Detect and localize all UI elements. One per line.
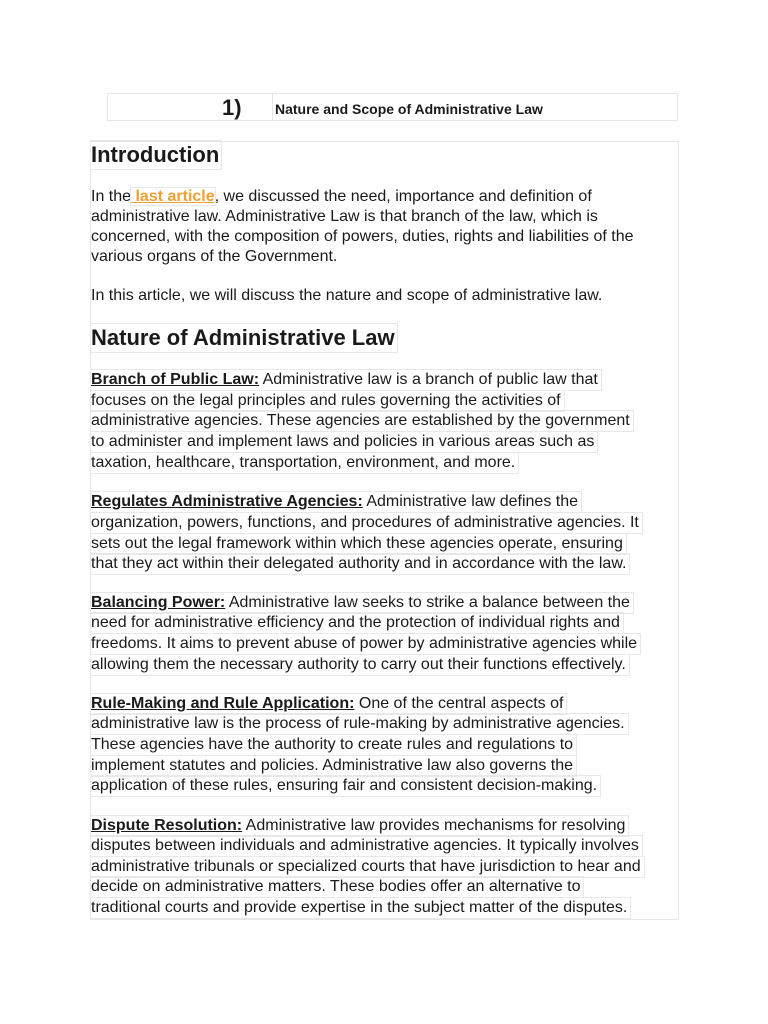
section-dispute-line-1 xyxy=(91,816,628,836)
section-rulemaking-line-4: implement statutes and policies. Administrative law also governs the xyxy=(91,756,576,776)
section-dispute-line-3: administrative tribunals or specialized courts that have jurisdiction to hear and xyxy=(91,857,644,877)
section-balancing-line-1 xyxy=(91,593,633,613)
intro-text: In the xyxy=(91,188,132,205)
section-lead: Balancing Power: xyxy=(91,594,226,611)
section-branch-line-2: focuses on the legal principles and rules governing the activities of xyxy=(91,391,564,411)
section-branch-line-4: to administer and implement laws and policies in various areas such as xyxy=(91,432,597,452)
section-text: Administrative law provides mechanisms for resolving xyxy=(242,817,626,834)
section-regulates-line-3: sets out the legal framework within which these agencies operate, ensuring xyxy=(91,534,626,554)
section-rulemaking-line-3: These agencies have the authority to create rules and regulations to xyxy=(91,735,576,755)
section-rulemaking-line-2: administrative law is the process of rule-making by administrative agencies. xyxy=(91,714,628,734)
section-regulates-line-2: organization, powers, functions, and procedures of administrative agencies. It xyxy=(91,513,642,533)
section-regulates-line-4: that they act within their delegated authority and in accordance with the law. xyxy=(91,554,629,574)
section-branch-line-5: taxation, healthcare, transportation, environment, and more. xyxy=(91,453,518,473)
document-title: Nature and Scope of Administrative Law xyxy=(275,101,543,117)
section-branch-line-3: administrative agencies. These agencies are established by the government xyxy=(91,411,633,431)
intro-paragraph-line-4: various organs of the Government. xyxy=(91,248,338,265)
intro-paragraph-2: In this article, we will discuss the nature and scope of administrative law. xyxy=(91,287,603,304)
section-dispute-line-5: traditional courts and provide expertise in the subject matter of the disputes. xyxy=(91,898,630,918)
section-text: One of the central aspects of xyxy=(354,695,564,712)
section-lead: Branch of Public Law: xyxy=(91,371,260,388)
section-balancing-line-4: allowing them the necessary authority to carry out their functions effectively. xyxy=(91,655,629,675)
intro-heading: Introduction xyxy=(91,142,220,167)
section-dispute-line-4: decide on administrative matters. These bodies offer an alternative to xyxy=(91,877,583,897)
section-rulemaking-line-1 xyxy=(91,694,566,714)
section-branch-line-1 xyxy=(91,370,601,390)
title-table xyxy=(107,93,678,121)
section-lead: Regulates Administrative Agencies: xyxy=(91,493,363,510)
section-text: Administrative law defines the xyxy=(362,493,578,510)
section-regulates-line-1 xyxy=(91,492,581,512)
intro-paragraph-line-1 xyxy=(91,187,592,207)
section-lead: Dispute Resolution: xyxy=(91,817,243,834)
intro-text: , we discussed the need, importance and definition of xyxy=(214,188,592,205)
intro-paragraph-line-2: administrative law. Administrative Law is that branch of the law, which is xyxy=(91,208,598,225)
title-number-cell xyxy=(108,94,273,120)
last-article-link[interactable]: last article xyxy=(131,188,215,205)
section-text: Administrative law seeks to strike a balance between the xyxy=(225,594,630,611)
section-text: Administrative law is a branch of public law that xyxy=(259,371,598,388)
section-rulemaking-line-5: application of these rules, ensuring fair and consistent decision-making. xyxy=(91,776,600,796)
title-number: 1) xyxy=(222,95,242,120)
intro-paragraph-line-3: concerned, with the composition of powers, duties, rights and liabilities of the xyxy=(91,228,634,245)
section-lead: Rule-Making and Rule Application: xyxy=(91,695,355,712)
section-balancing-line-3: freedoms. It aims to prevent abuse of power by administrative agencies while xyxy=(91,634,640,654)
section-dispute-line-2: disputes between individuals and administrative agencies. It typically involves xyxy=(91,836,642,856)
nature-heading: Nature of Administrative Law xyxy=(91,325,395,350)
section-balancing-line-2: need for administrative efficiency and the protection of individual rights and xyxy=(91,613,623,633)
